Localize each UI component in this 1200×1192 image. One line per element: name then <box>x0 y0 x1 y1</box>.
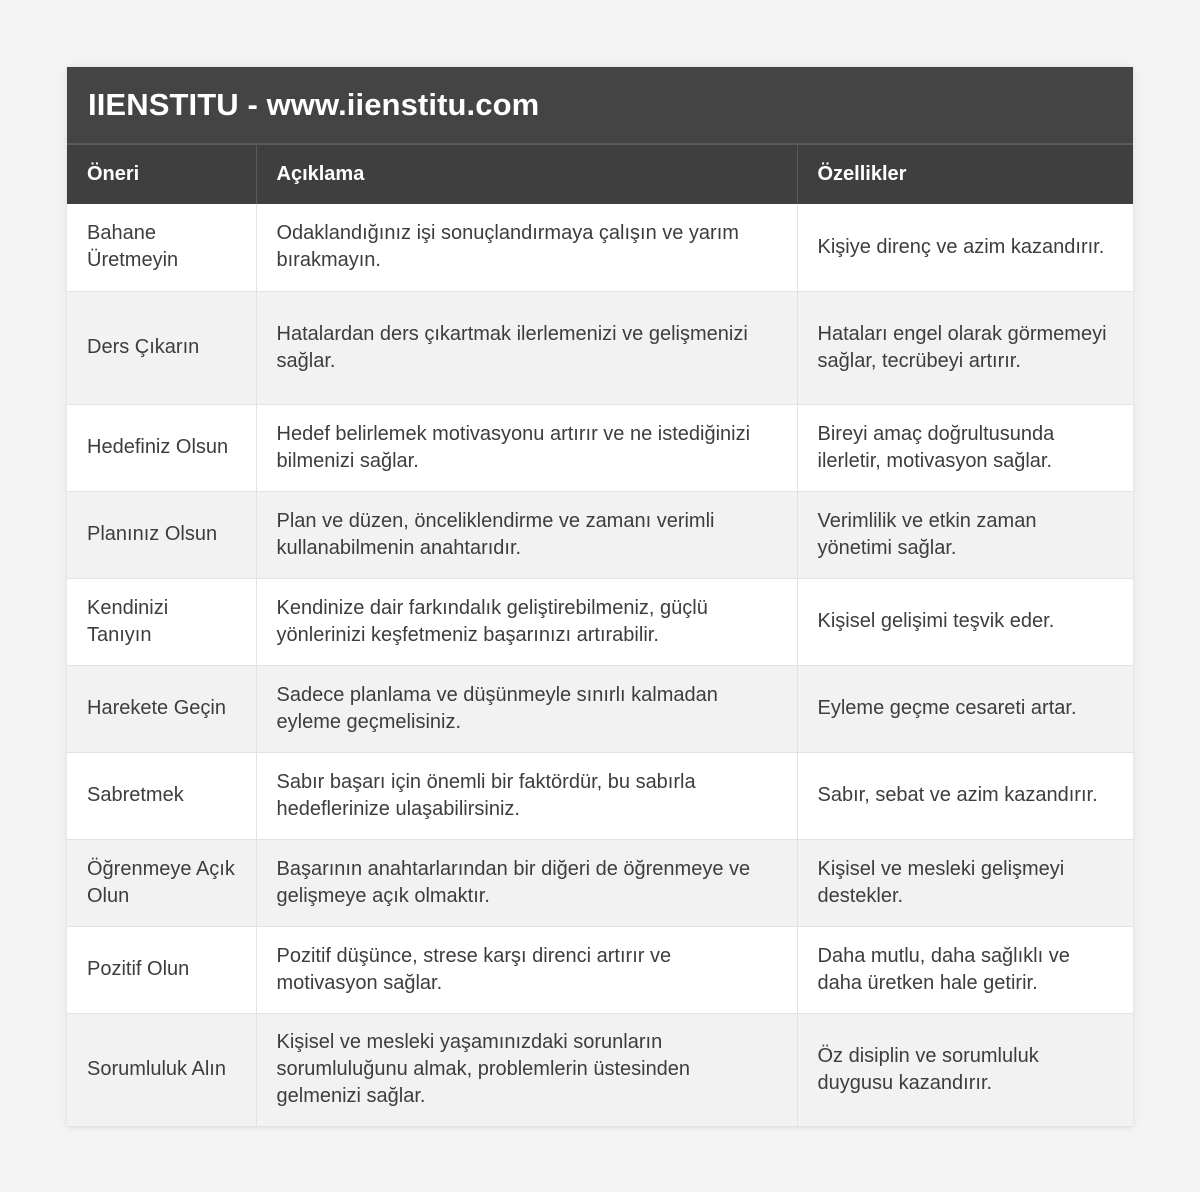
cell-aciklama: Hatalardan ders çıkartmak ilerlemenizi ve gelişmenizi sağlar. <box>256 291 797 404</box>
cell-ozellikler: Kişiye direnç ve azim kazandırır. <box>797 204 1133 291</box>
cell-aciklama: Kişisel ve mesleki yaşamınızdaki sorunların sorumluluğunu almak, problemlerin üstesinden gelmenizi sağlar. <box>256 1013 797 1126</box>
cell-aciklama: Plan ve düzen, önceliklendirme ve zamanı verimli kullanabilmenin anahtarıdır. <box>256 491 797 578</box>
cell-ozellikler: Öz disiplin ve sorumluluk duygusu kazandırır. <box>797 1013 1133 1126</box>
cell-ozellikler: Bireyi amaç doğrultusunda ilerletir, motivasyon sağlar. <box>797 404 1133 491</box>
table-row <box>67 578 1133 665</box>
table-row <box>67 291 1133 404</box>
cell-ozellikler: Verimlilik ve etkin zaman yönetimi sağlar. <box>797 491 1133 578</box>
table-row <box>67 404 1133 491</box>
cell-ozellikler: Kişisel gelişimi teşvik eder. <box>797 578 1133 665</box>
cell-oneri: Sorumluluk Alın <box>67 1013 256 1126</box>
cell-oneri: Ders Çıkarın <box>67 291 256 404</box>
column-header-oneri: Öneri <box>67 144 256 204</box>
cell-ozellikler: Sabır, sebat ve azim kazandırır. <box>797 752 1133 839</box>
cell-aciklama: Sabır başarı için önemli bir faktördür, bu sabırla hedeflerinize ulaşabilirsiniz. <box>256 752 797 839</box>
cell-ozellikler: Eyleme geçme cesareti artar. <box>797 665 1133 752</box>
cell-aciklama: Pozitif düşünce, strese karşı direnci artırır ve motivasyon sağlar. <box>256 926 797 1013</box>
cell-aciklama: Hedef belirlemek motivasyonu artırır ve ne istediğinizi bilmenizi sağlar. <box>256 404 797 491</box>
table-row <box>67 926 1133 1013</box>
table-row <box>67 1013 1133 1126</box>
table-row <box>67 752 1133 839</box>
cell-ozellikler: Daha mutlu, daha sağlıklı ve daha üretken hale getirir. <box>797 926 1133 1013</box>
cell-oneri: Kendinizi Tanıyın <box>67 578 256 665</box>
table-card <box>67 67 1133 1127</box>
table-header-row <box>67 144 1133 204</box>
title-bar <box>67 67 1133 143</box>
cell-ozellikler: Kişisel ve mesleki gelişmeyi destekler. <box>797 839 1133 926</box>
table-row <box>67 491 1133 578</box>
cell-oneri: Hedefiniz Olsun <box>67 404 256 491</box>
column-header-aciklama: Açıklama <box>256 144 797 204</box>
page-title: IIENSTITU - www.iienstitu.com <box>88 87 540 122</box>
cell-oneri: Bahane Üretmeyin <box>67 204 256 291</box>
cell-aciklama: Başarının anahtarlarından bir diğeri de öğrenmeye ve gelişmeye açık olmaktır. <box>256 839 797 926</box>
cell-aciklama: Odaklandığınız işi sonuçlandırmaya çalışın ve yarım bırakmayın. <box>256 204 797 291</box>
recommendations-table <box>67 143 1133 1127</box>
cell-ozellikler: Hataları engel olarak görmemeyi sağlar, tecrübeyi artırır. <box>797 291 1133 404</box>
cell-aciklama: Sadece planlama ve düşünmeyle sınırlı kalmadan eyleme geçmelisiniz. <box>256 665 797 752</box>
cell-oneri: Harekete Geçin <box>67 665 256 752</box>
column-header-ozellikler: Özellikler <box>797 144 1133 204</box>
table-row <box>67 204 1133 291</box>
table-row <box>67 839 1133 926</box>
table-row <box>67 665 1133 752</box>
cell-oneri: Planınız Olsun <box>67 491 256 578</box>
cell-oneri: Sabretmek <box>67 752 256 839</box>
cell-oneri: Öğrenmeye Açık Olun <box>67 839 256 926</box>
cell-aciklama: Kendinize dair farkındalık geliştirebilmeniz, güçlü yönlerinizi keşfetmeniz başarınızı artırabilir. <box>256 578 797 665</box>
cell-oneri: Pozitif Olun <box>67 926 256 1013</box>
